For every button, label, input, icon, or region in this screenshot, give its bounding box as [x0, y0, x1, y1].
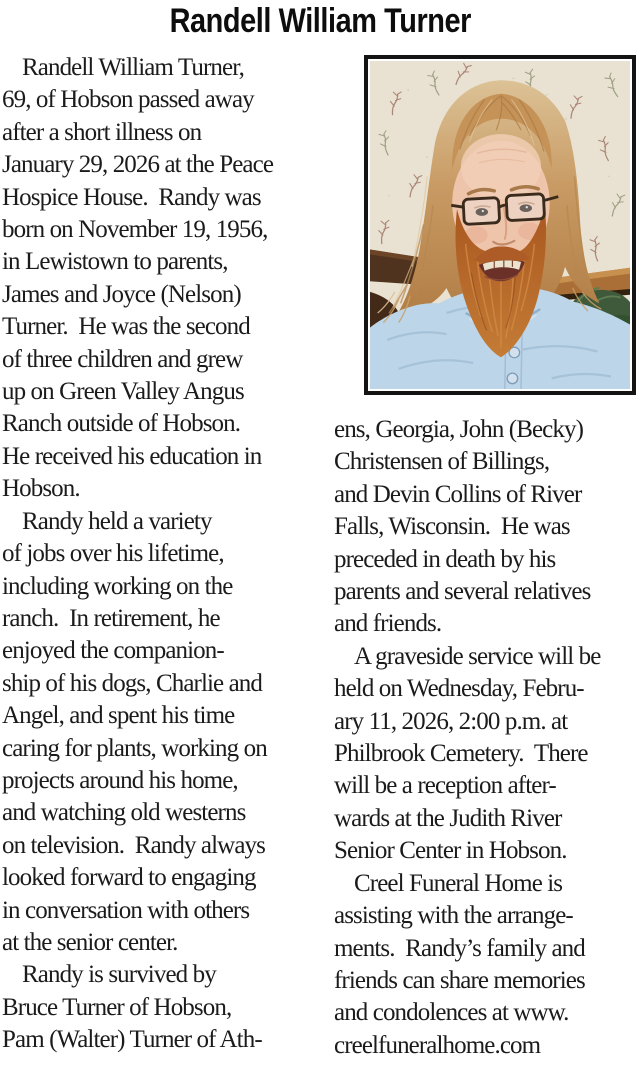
text-line: in conversation with others: [2, 896, 250, 924]
text-line: held on Wednesday, Febru-: [334, 675, 584, 703]
text-line: friends can share memories: [334, 966, 585, 994]
text-line: looked forward to engaging: [2, 864, 256, 892]
text-line: Randy held a variety: [22, 507, 212, 535]
text-line: Bruce Turner of Hobson,: [2, 993, 232, 1021]
text-line: ranch. In retirement, he: [2, 604, 220, 632]
text-line: Christensen of Billings,: [334, 448, 550, 476]
text-line: at the senior center.: [2, 928, 178, 956]
text-line: creelfuneralhome.com: [334, 1031, 541, 1059]
text-line: of three children and grew: [2, 345, 243, 373]
text-line: A graveside service will be: [354, 642, 601, 670]
text-line: Hospice House. Randy was: [2, 183, 261, 211]
text-line: assisting with the arrange-: [334, 902, 573, 930]
text-line: up on Green Valley Angus: [2, 378, 244, 406]
text-line: Senior Center in Hobson.: [334, 837, 567, 865]
text-line: caring for plants, working on: [2, 734, 267, 762]
text-line: projects around his home,: [2, 766, 238, 794]
text-line: will be a reception after-: [334, 772, 556, 800]
text-line: in Lewistown to parents,: [2, 248, 228, 276]
text-line: ship of his dogs, Charlie and: [2, 669, 262, 697]
text-line: born on November 19, 1956,: [2, 216, 268, 244]
portrait-photo-illustration: [370, 61, 630, 389]
article-column-right-text: [334, 414, 639, 1062]
text-line: parents and several relatives: [334, 578, 591, 606]
article-column-left: [2, 52, 310, 1062]
text-line: and condolences at www.: [334, 999, 569, 1027]
text-line: and watching old westerns: [2, 799, 246, 827]
text-line: Pam (Walter) Turner of Ath-: [2, 1026, 262, 1054]
text-line: Philbrook Cemetery. There: [334, 740, 588, 768]
text-line: preceded in death by his: [334, 545, 556, 573]
text-line: Randy is survived by: [22, 961, 216, 989]
text-line: Turner. He was the second: [2, 313, 250, 341]
text-line: on television. Randy always: [2, 831, 265, 859]
article-body: [0, 52, 640, 1062]
text-line: ary 11, 2026, 2:00 p.m. at: [334, 707, 568, 735]
text-line: enjoyed the companion-: [2, 637, 224, 665]
text-line: of jobs over his lifetime,: [2, 540, 224, 568]
text-line: Falls, Wisconsin. He was: [334, 513, 570, 541]
text-line: Hobson.: [2, 475, 80, 503]
obituary-page: [0, 1, 640, 1065]
text-line: and Devin Collins of River: [334, 480, 582, 508]
portrait-photo: [364, 55, 636, 395]
text-line: after a short illness on: [2, 118, 202, 146]
text-line: January 29, 2026 at the Peace: [2, 151, 274, 179]
text-line: James and Joyce (Nelson): [2, 280, 241, 308]
text-line: Creel Funeral Home is: [354, 869, 563, 897]
text-line: 69, of Hobson passed away: [2, 86, 254, 114]
text-line: ments. Randy’s family and: [334, 934, 585, 962]
article-column-right: [334, 52, 639, 1062]
text-line: wards at the Judith River: [334, 804, 562, 832]
text-line: and friends.: [334, 610, 442, 638]
text-line: ens, Georgia, John (Becky): [334, 416, 583, 443]
shirt-button: [507, 373, 518, 384]
text-line: including working on the: [2, 572, 233, 600]
text-line: He received his education in: [2, 442, 262, 470]
text-line: Randell William Turner,: [22, 54, 244, 81]
text-line: Angel, and spent his time: [2, 702, 235, 730]
text-line: Ranch outside of Hobson.: [2, 410, 241, 438]
page-title: Randell William Turner: [169, 2, 471, 40]
